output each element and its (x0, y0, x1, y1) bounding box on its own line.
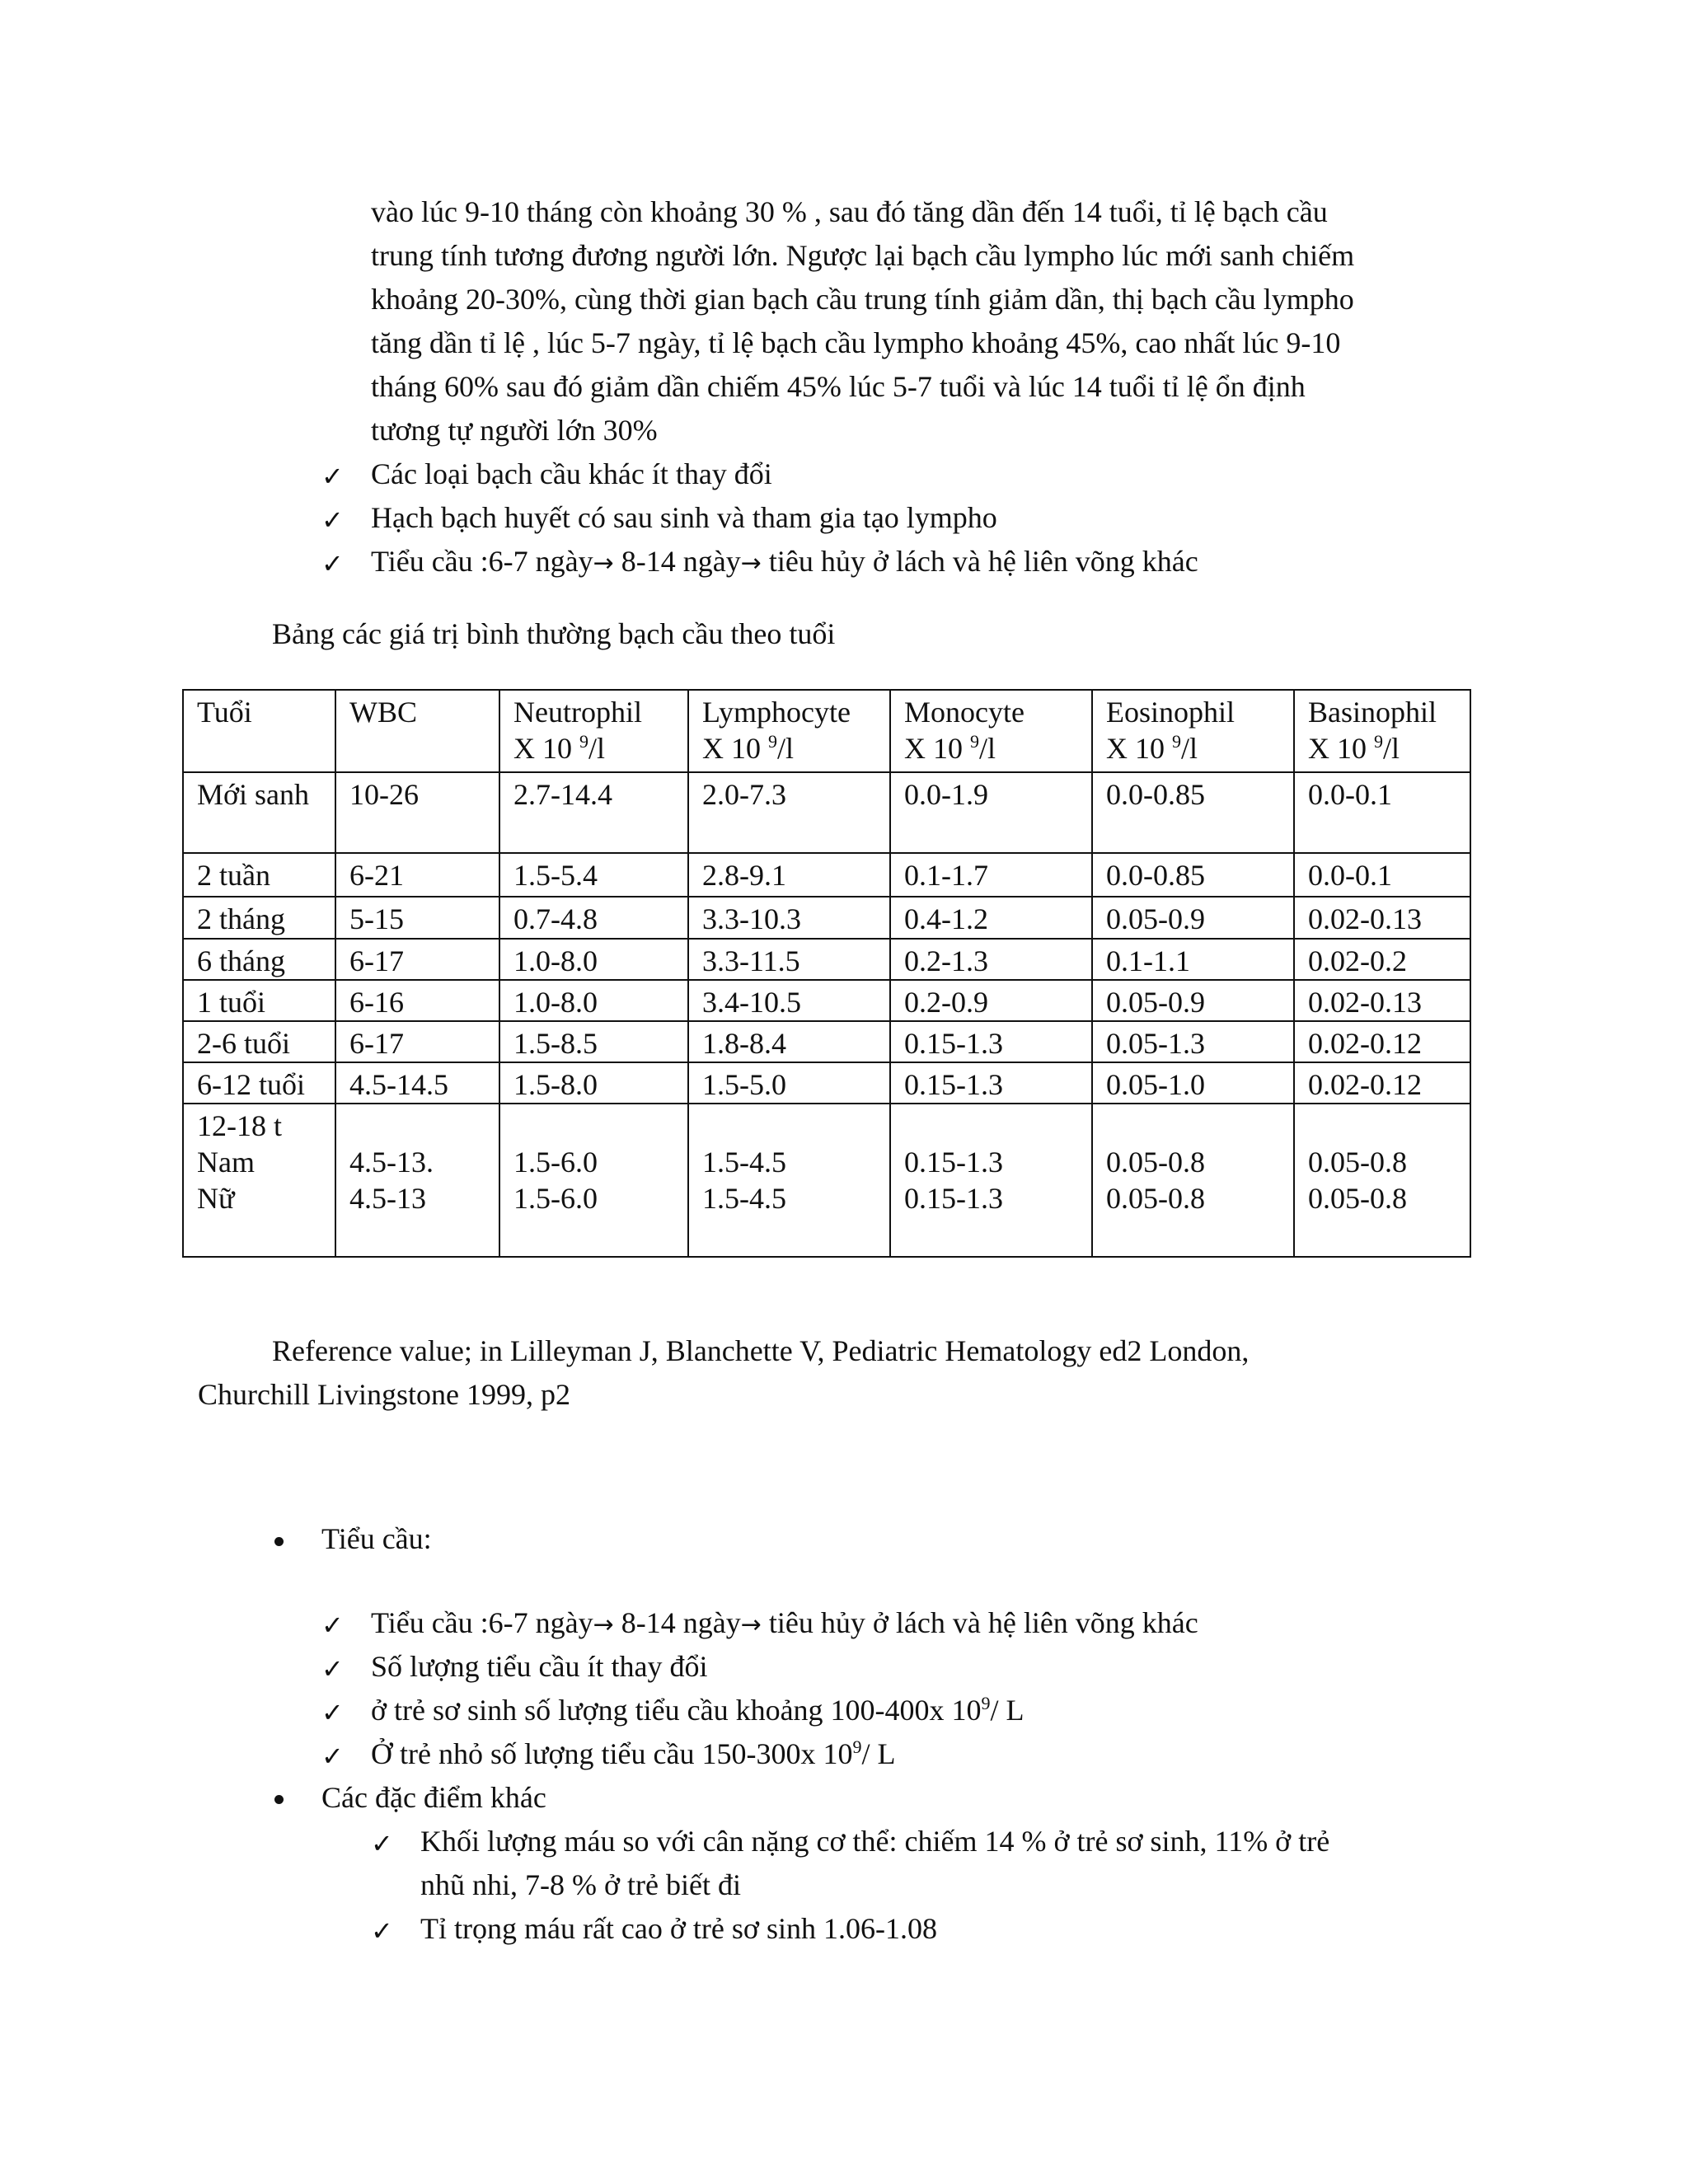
check-item: Các loại bạch cầu khác ít thay đổi (371, 457, 772, 490)
table-cell-age: 12-18 t Nam Nữ (183, 1104, 335, 1257)
table-caption: Bảng các giá trị bình thường bạch cầu theo tuổi (272, 617, 836, 650)
header-cell: Tuổi (183, 690, 335, 772)
table-cell: 0.02-0.12 (1294, 1062, 1470, 1104)
table-cell: 0.2-1.3 (890, 939, 1092, 980)
table-cell: 0.15-1.3 (890, 1062, 1092, 1104)
check-icon: ✓ (321, 1741, 344, 1772)
table-cell: 0.15-1.3 (890, 1021, 1092, 1062)
check-item: Ở trẻ nhỏ số lượng tiểu cầu 150-300x $10^9/$ L (371, 1736, 896, 1770)
table-cell: 0.0-1.9 (890, 772, 1092, 853)
reference-line: Churchill Livingstone 1999, p2 (198, 1378, 570, 1411)
table-cell: 1.8-8.4 (688, 1021, 890, 1062)
table-cell: 3.3-11.5 (688, 939, 890, 980)
platelet-text-c: tiêu hủy ở lách và hệ liên võng khác (761, 1606, 1198, 1639)
paragraph-line: tháng 60% sau đó giảm dần chiếm 45% lúc 5-7 tuổi và lúc 14 tuổi tỉ lệ ổn định (371, 370, 1306, 403)
platelet-text-a: Tiểu cầu :6-7 ngày (371, 1606, 593, 1639)
check-item-platelet (371, 1605, 1198, 1640)
table-cell: 1.5-5.4 (499, 853, 688, 897)
bullet-icon (274, 1537, 284, 1546)
check-item: ở trẻ sơ sinh số lượng tiểu cầu khoảng 100-400x $10^9/$ L (371, 1693, 1025, 1727)
header-cell: Monocyte X 10 $^9$/l (890, 690, 1092, 772)
table-cell: 0.02-0.13 (1294, 980, 1470, 1021)
table-cell: 6-17 (335, 939, 499, 980)
table-cell: 0.0-0.1 (1294, 853, 1470, 897)
table-cell: 0.05-1.0 (1092, 1062, 1294, 1104)
table-cell: 1.5-6.0 1.5-6.0 (499, 1104, 688, 1257)
paragraph-line: vào lúc 9-10 tháng còn khoảng 30 % , sau đó tăng dần đến 14 tuổi, tỉ lệ bạch cầu (371, 195, 1328, 228)
table-cell: 0.1-1.7 (890, 853, 1092, 897)
table-cell: 1.0-8.0 (499, 939, 688, 980)
table-cell: 0.4-1.2 (890, 897, 1092, 939)
table-row (183, 939, 1470, 980)
bullet-icon (274, 1795, 284, 1804)
table-cell: 0.1-1.1 (1092, 939, 1294, 980)
reference-line: Reference value; in Lilleyman J, Blanchette V, Pediatric Hematology ed2 London, (272, 1334, 1250, 1367)
table-cell: 0.05-0.8 0.05-0.8 (1092, 1104, 1294, 1257)
table-cell: 2-6 tuổi (183, 1021, 335, 1062)
arrow-right-icon: → (740, 549, 762, 578)
check-item: Số lượng tiểu cầu ít thay đổi (371, 1650, 708, 1683)
arrow-right-icon: → (593, 549, 614, 578)
arrow-right-icon: → (593, 1610, 614, 1639)
table-cell: 1 tuổi (183, 980, 335, 1021)
table-cell: 6-12 tuổi (183, 1062, 335, 1104)
check-item-continuation: nhũ nhi, 7-8 % ở trẻ biết đi (420, 1868, 741, 1901)
check-icon: ✓ (321, 1653, 344, 1685)
table-cell: 6-16 (335, 980, 499, 1021)
table-cell: 10-26 (335, 772, 499, 853)
table-row (183, 980, 1470, 1021)
table-cell: 1.0-8.0 (499, 980, 688, 1021)
header-cell: Eosinophil X 10 $^9$/l (1092, 690, 1294, 772)
table-cell: 0.2-0.9 (890, 980, 1092, 1021)
table-cell: 1.5-8.5 (499, 1021, 688, 1062)
paragraph-line: tương tự người lớn 30% (371, 414, 658, 447)
table-cell: 2.0-7.3 (688, 772, 890, 853)
check-icon: ✓ (321, 461, 344, 492)
header-cell: Basinophil X 10 $^9$/l (1294, 690, 1470, 772)
table-row (183, 1021, 1470, 1062)
table-cell: 3.3-10.3 (688, 897, 890, 939)
paragraph-line: khoảng 20-30%, cùng thời gian bạch cầu trung tính giảm dần, thị bạch cầu lympho (371, 283, 1354, 316)
bullet-title: Các đặc điểm khác (321, 1781, 546, 1814)
table-cell: 0.05-1.3 (1092, 1021, 1294, 1062)
table-cell: 5-15 (335, 897, 499, 939)
table-cell: 6 tháng (183, 939, 335, 980)
table-row (183, 1104, 1470, 1257)
table-cell: 4.5-13. 4.5-13 (335, 1104, 499, 1257)
platelet-text-c: tiêu hủy ở lách và hệ liên võng khác (761, 545, 1198, 578)
check-icon: ✓ (321, 1697, 344, 1728)
platelet-text-b: 8-14 ngày (613, 1606, 741, 1639)
arrow-right-icon: → (740, 1610, 762, 1639)
check-item: Hạch bạch huyết có sau sinh và tham gia tạo lympho (371, 501, 997, 534)
table-row (183, 853, 1470, 897)
paragraph-line: trung tính tương đương người lớn. Ngược lại bạch cầu lympho lúc mới sanh chiếm (371, 239, 1355, 272)
check-item: Khối lượng máu so với cân nặng cơ thể: chiếm 14 % ở trẻ sơ sinh, 11% ở trẻ (420, 1825, 1330, 1858)
table-cell: 0.05-0.8 0.05-0.8 (1294, 1104, 1470, 1257)
table-cell: 1.5-4.5 1.5-4.5 (688, 1104, 890, 1257)
table-cell: 0.02-0.13 (1294, 897, 1470, 939)
bullet-title: Tiểu cầu: (321, 1522, 432, 1555)
check-icon: ✓ (321, 1610, 344, 1641)
table-cell: Mới sanh (183, 772, 335, 853)
table-cell: 0.0-0.85 (1092, 772, 1294, 853)
table-cell: 0.15-1.3 0.15-1.3 (890, 1104, 1092, 1257)
table-cell: 2.7-14.4 (499, 772, 688, 853)
table-cell: 4.5-14.5 (335, 1062, 499, 1104)
header-cell: WBC (335, 690, 499, 772)
table-cell: 0.7-4.8 (499, 897, 688, 939)
check-icon: ✓ (371, 1915, 393, 1947)
check-item: Tỉ trọng máu rất cao ở trẻ sơ sinh 1.06-1.08 (420, 1912, 937, 1945)
table-cell: 1.5-5.0 (688, 1062, 890, 1104)
table-cell: 0.0-0.85 (1092, 853, 1294, 897)
table-row (183, 897, 1470, 939)
table-cell: 0.0-0.1 (1294, 772, 1470, 853)
check-icon: ✓ (321, 548, 344, 579)
table-cell: 1.5-8.0 (499, 1062, 688, 1104)
wbc-table (182, 689, 1471, 1258)
check-icon: ✓ (321, 504, 344, 536)
table-cell: 6-17 (335, 1021, 499, 1062)
header-cell: Lymphocyte X 10 $^9$/l (688, 690, 890, 772)
table-cell: 0.05-0.9 (1092, 980, 1294, 1021)
header-cell: Neutrophil X 10 $^9$/l (499, 690, 688, 772)
table-cell: 2 tháng (183, 897, 335, 939)
table-cell: 2.8-9.1 (688, 853, 890, 897)
table-header-row (183, 690, 1470, 772)
check-icon: ✓ (371, 1828, 393, 1859)
platelet-text-b: 8-14 ngày (613, 545, 741, 578)
table-row (183, 1062, 1470, 1104)
table-cell: 0.02-0.12 (1294, 1021, 1470, 1062)
platelet-text-a: Tiểu cầu :6-7 ngày (371, 545, 593, 578)
table-cell: 0.02-0.2 (1294, 939, 1470, 980)
table-cell: 2 tuần (183, 853, 335, 897)
table-cell: 0.05-0.9 (1092, 897, 1294, 939)
table-cell: 3.4-10.5 (688, 980, 890, 1021)
paragraph-line: tăng dần tỉ lệ , lúc 5-7 ngày, tỉ lệ bạch cầu lympho khoảng 45%, cao nhất lúc 9-10 (371, 326, 1341, 359)
table-cell: 6-21 (335, 853, 499, 897)
table-row (183, 772, 1470, 853)
check-item-platelet (371, 544, 1198, 579)
